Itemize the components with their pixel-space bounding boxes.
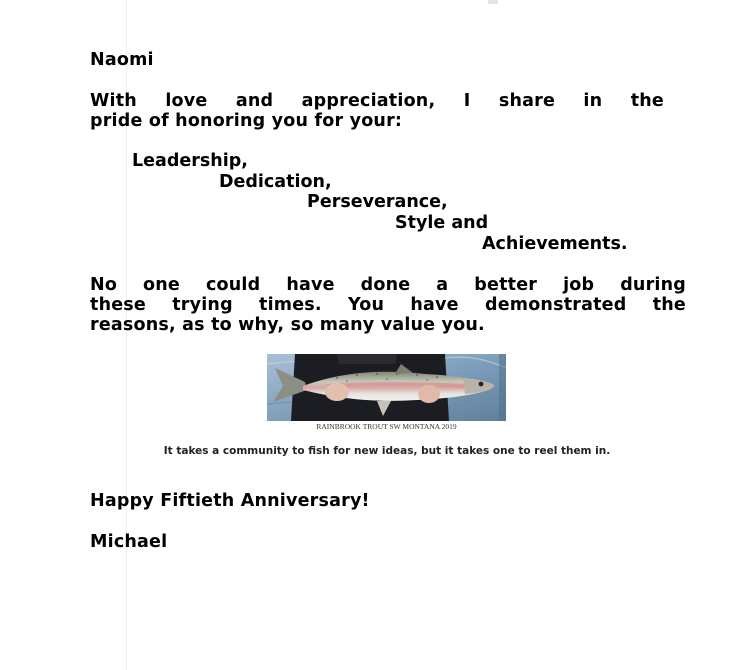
greeting: Naomi — [90, 50, 154, 70]
paragraph-appreciation-line-2: pride of honoring you for your: — [90, 111, 403, 131]
trout-photo — [267, 354, 506, 421]
paragraph-praise-line-2: these trying times. You have demonstrated the — [90, 295, 686, 315]
quality-achievements: Achievements. — [482, 234, 628, 254]
paragraph-appreciation — [90, 91, 664, 131]
paragraph-praise — [90, 275, 686, 335]
top-mark — [488, 0, 498, 4]
quality-dedication: Dedication, — [219, 172, 332, 192]
quality-leadership: Leadership, — [132, 151, 248, 171]
paragraph-appreciation-line-1: With love and appreciation, I share in the — [90, 91, 664, 111]
paragraph-praise-line-1: No one could have done a better job during — [90, 275, 686, 295]
paragraph-praise-line-3: reasons, as to why, so many value you. — [90, 315, 485, 335]
quality-perseverance: Perseverance, — [307, 192, 448, 212]
photo-caption: RAINBROOK TROUT SW MONTANA 2019 — [316, 422, 457, 431]
quality-style: Style and — [395, 213, 489, 233]
closing-line: Happy Fiftieth Anniversary! — [90, 491, 370, 511]
signature: Michael — [90, 532, 168, 552]
quote-line: It takes a community to fish for new ideas, but it takes one to reel them in. — [163, 445, 611, 457]
